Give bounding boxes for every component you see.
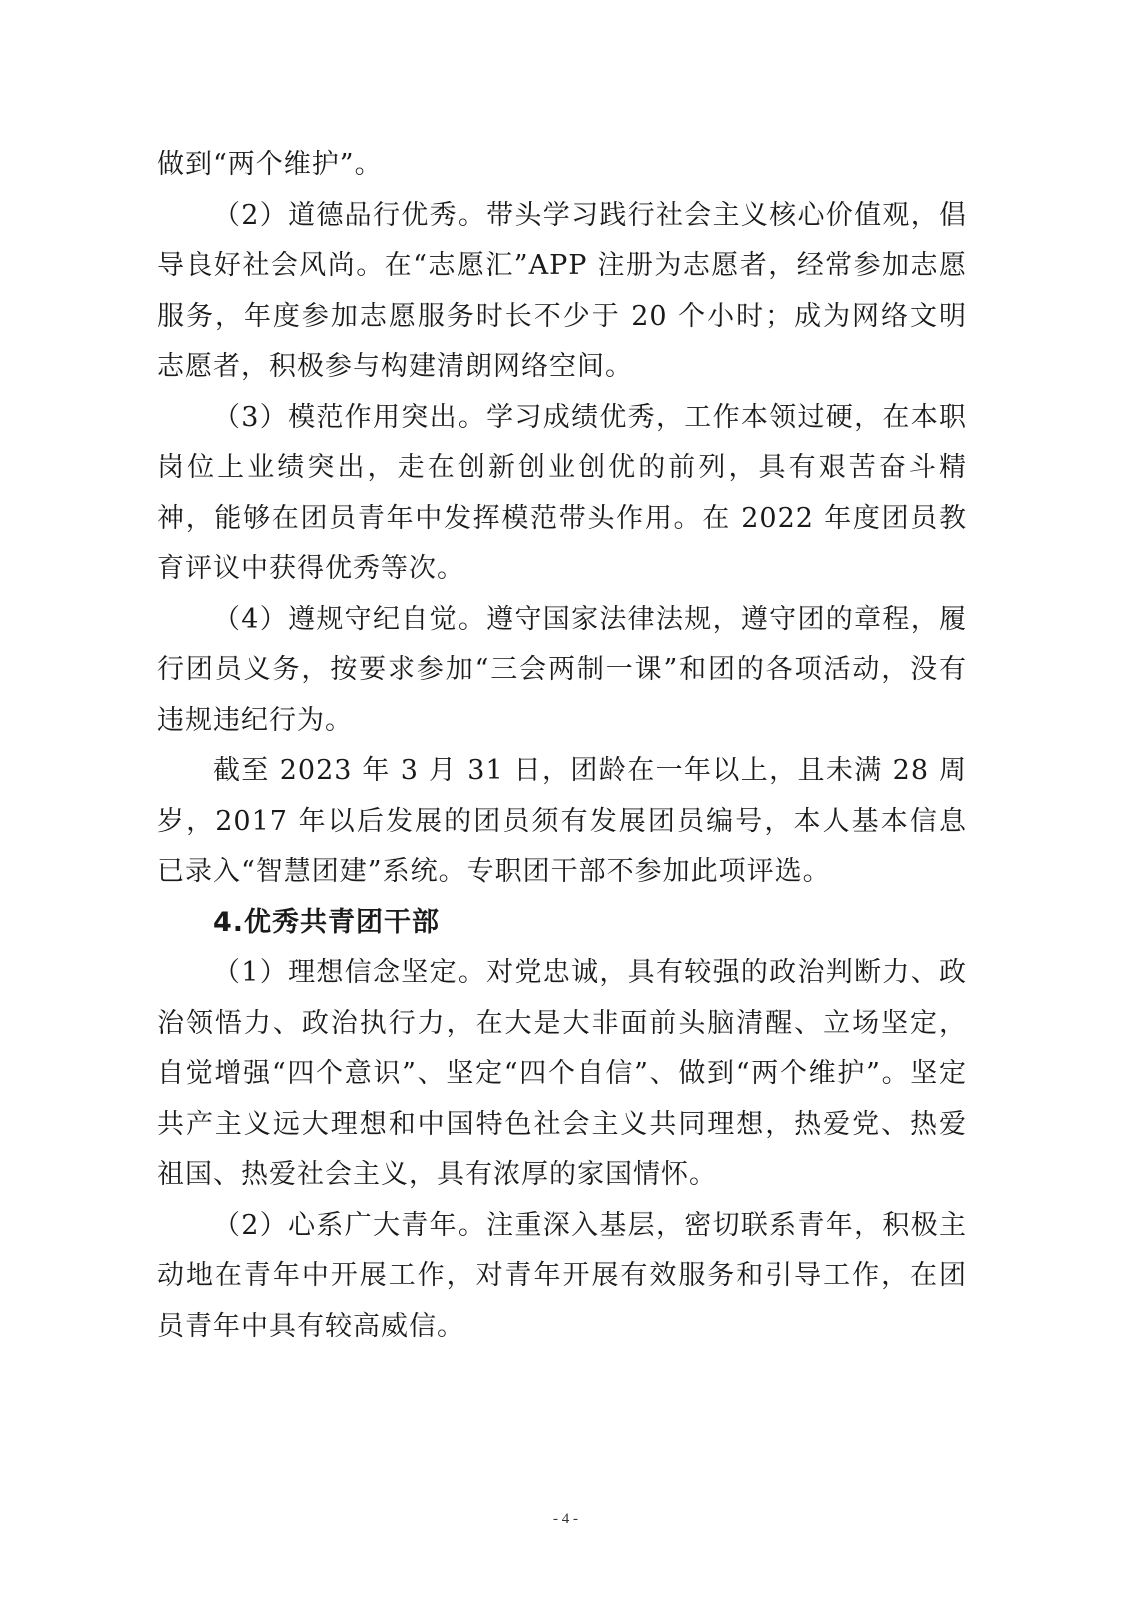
- paragraph-exemplary-role: （3）模范作用突出。学习成绩优秀，工作本领过硬，在本职岗位上业绩突出，走在创新创业创优的前列，具有艰苦奋斗精神，能够在团员青年中发挥模范带头作用。在 2022 年度团员教育评议中获得优秀等次。: [157, 401, 967, 584]
- paragraph-firm-ideals: （1）理想信念坚定。对党忠诚，具有较强的政治判断力、政治领悟力、政治执行力，在大是大非面前头脑清醒、立场坚定，自觉增强“四个意识”、坚定“四个自信”、做到“两个维护”。坚定共产主义远大理想和中国特色社会主义共同理想，热爱党、热爱祖国、热爱社会主义，具有浓厚的家国情怀。: [157, 957, 967, 1190]
- document-page: [157, 140, 967, 1352]
- page-number: - 4 -: [553, 1511, 578, 1527]
- paragraph-eligibility: 截至 2023 年 3 月 31 日，团龄在一年以上，且未满 28 周岁，2017 年以后发展的团员须有发展团员编号，本人基本信息已录入“智慧团建”系统。专职团干部不参加此项评选。: [157, 755, 967, 887]
- paragraph-care-for-youth: （2）心系广大青年。注重深入基层，密切联系青年，积极主动地在青年中开展工作，对青年开展有效服务和引导工作，在团员青年中具有较高威信。: [157, 1209, 967, 1342]
- paragraph-moral-conduct: （2）道德品行优秀。带头学习践行社会主义核心价值观，倡导良好社会风尚。在“志愿汇”APP 注册为志愿者，经常参加志愿服务，年度参加志愿服务时长不少于 20 个小时；成为网络文明志愿者，积极参与构建清朗网络空间。: [157, 199, 967, 382]
- paragraph-continuation: 做到“两个维护”。: [157, 149, 383, 180]
- paragraph-discipline: （4）遵规守纪自觉。遵守国家法律法规，遵守团的章程，履行团员义务，按要求参加“三会两制一课”和团的各项活动，没有违规违纪行为。: [157, 603, 967, 736]
- section-heading-outstanding-cadre: 4.优秀共青团干部: [213, 906, 441, 938]
